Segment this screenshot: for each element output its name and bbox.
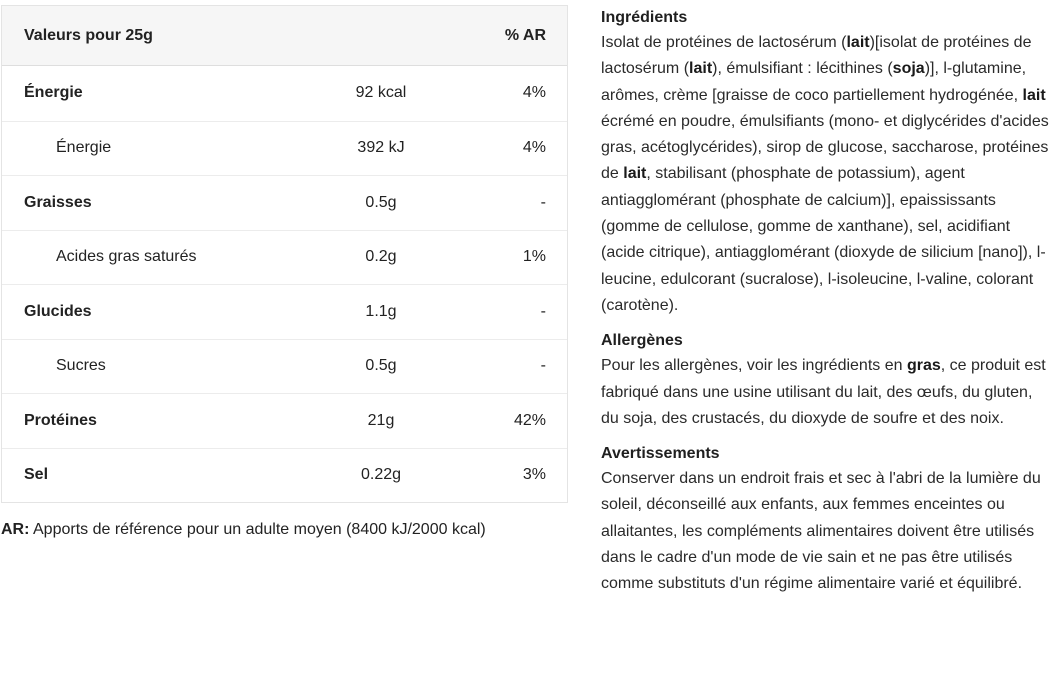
nutrient-ar: - [540,193,546,211]
nutrient-name: Sel [24,466,49,484]
table-row [2,66,567,121]
ar-footnote-text: Apports de référence pour un adulte moyen (8400 kJ/2000 kcal) [29,521,486,538]
nutrient-value: 0.5g [365,357,397,375]
nutrient-ar: 3% [522,466,546,484]
nutrient-ar: - [540,357,546,375]
warnings-text: Conserver dans un endroit frais et sec à l'abri de la lumière du soleil, déconseillé aux enfants, aux femmes enceintes ou allaitantes, les compléments alimentaires doivent être utilisés dans le cadre d'un mode de vie sain et ne pas être utilisés comme substituts d'un régime alimentaire varié et équilibré. [601,470,1041,593]
warnings-title: Avertissements [601,445,720,463]
nutrient-name: Sucres [56,357,106,375]
nutrient-value: 1.1g [365,302,397,320]
allergens-part: , ce produit est fabriqué dans une usine utilisant du lait, des œufs, du gluten, du soja, des crustacés, du dioxyde de soufre et des noix. [601,357,1046,427]
allergen-highlight: lait [623,165,647,183]
allergen-highlight: lait [689,60,713,78]
table-header [2,6,567,66]
allergens-text [601,353,1053,432]
nutrient-value: 0.2g [365,248,397,266]
header-ar: % AR [504,26,546,44]
table-row [2,339,567,394]
product-info [601,6,1053,608]
ingredients-part: , stabilisant (phosphate de potassium), agent antiagglomérant (phosphate de calcium)], epaississants (gomme de cellulose, gomme de xanthane), sel, acidifiant (acide citrique), antiagglomérant (dioxyde de silicium [nano]), l-leucine, edulcorant (sucralose), l-isoleucine, l-valine, colorant (carotène). [601,165,1046,314]
bold-word: gras [906,357,941,375]
ingredients-part: ), émulsifiant : lécithines ( [712,60,893,78]
allergen-highlight: soja [892,60,925,78]
nutrient-value: 392 kJ [357,139,405,157]
nutrient-name: Énergie [56,139,112,157]
nutrient-ar: 1% [522,248,546,266]
nutrient-ar: - [540,302,546,320]
table-row [2,121,567,176]
ingredients-section [601,6,1053,319]
nutrient-name: Énergie [24,84,83,102]
nutrient-value: 92 kcal [355,84,407,102]
ingredients-title: Ingrédients [601,9,688,26]
header-label: Valeurs pour 25g [24,26,153,44]
allergen-highlight: lait [1022,86,1046,104]
nutrient-ar: 42% [513,411,546,429]
table-row [2,448,567,503]
ar-footnote-label: AR: [1,521,30,538]
allergens-title: Allergènes [601,332,683,350]
nutrient-value: 0.5g [365,193,397,211]
nutrient-value: 0.22g [360,466,402,484]
table-row [2,393,567,448]
allergens-section [601,329,1053,432]
table-row [2,175,567,230]
allergens-part: Pour les allergènes, voir les ingrédients en [601,357,907,375]
ingredients-part: écrémé en poudre, émulsifiants (mono- et diglycérides d'acides gras, acétoglycérides), sirop de glucose, saccharose, protéines de [601,112,1049,183]
nutrient-name: Protéines [24,411,97,429]
table-row [2,284,567,339]
allergen-highlight: lait [846,34,870,51]
ingredients-part: )], l-glutamine, arômes, crème [graisse de coco partiellement hydrogénée, [601,60,1027,104]
nutrient-ar: 4% [522,139,546,157]
nutrient-value: 21g [367,411,395,429]
nutrient-ar: 4% [522,84,546,102]
warnings-section [601,442,1053,597]
ingredients-part: Isolat de protéines de lactosérum ( [601,34,847,51]
nutrient-name: Acides gras saturés [56,248,197,266]
ingredients-part: )[isolat de protéines de lactosérum ( [601,34,1032,78]
nutrient-name: Graisses [24,193,92,211]
nutrition-table [1,5,568,503]
table-row [2,230,567,285]
ingredients-text [601,30,1053,319]
nutrient-name: Glucides [24,302,92,320]
ar-footnote [1,521,486,539]
